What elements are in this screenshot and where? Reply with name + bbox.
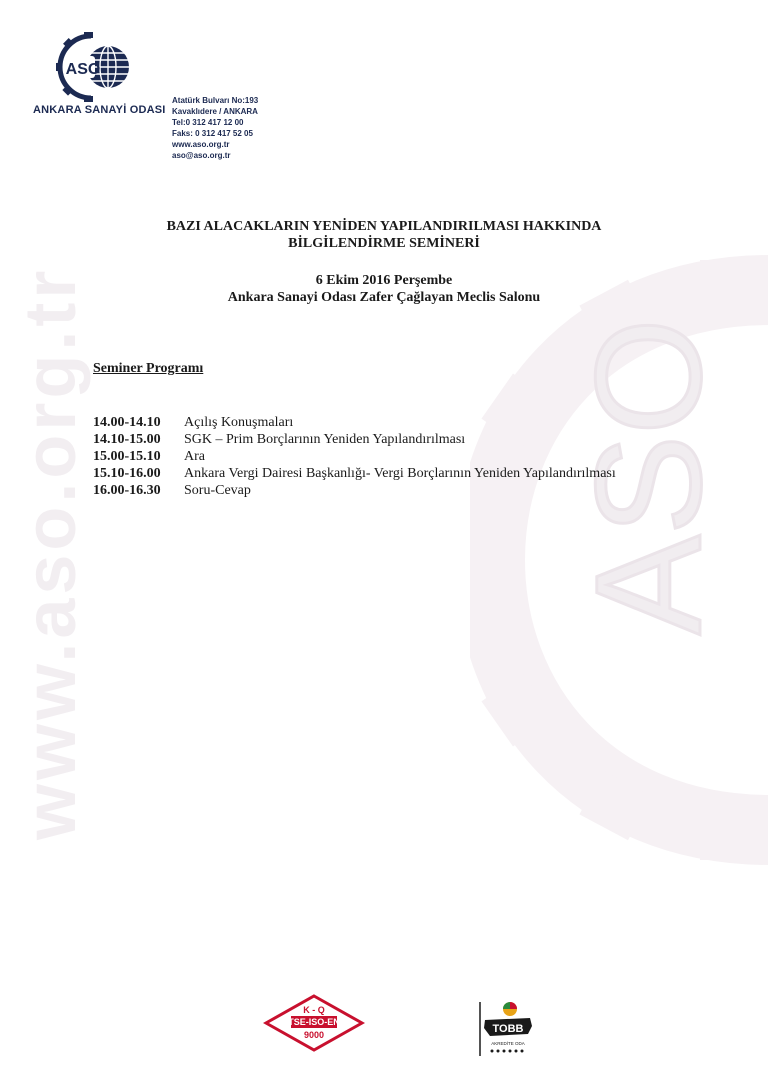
schedule-event: Açılış Konuşmaları — [184, 415, 294, 430]
program-heading: Seminer Programı — [93, 361, 204, 376]
schedule-time: 14.10-15.00 — [93, 432, 161, 447]
logo-aso-letters: ASO — [65, 61, 101, 78]
schedule-row — [93, 482, 616, 499]
schedule-time: 15.00-15.10 — [93, 449, 161, 464]
seminar-date-venue — [0, 272, 768, 306]
tobb-label: TOBB — [492, 1023, 524, 1035]
contact-address-block — [172, 95, 258, 161]
program-schedule — [93, 414, 616, 499]
schedule-row — [93, 431, 616, 448]
seminar-title — [0, 218, 768, 252]
email-line: aso@aso.org.tr — [172, 151, 231, 160]
schedule-row — [93, 465, 616, 482]
schedule-time: 16.00-16.30 — [93, 483, 161, 498]
tobb-subtitle: AKREDİTE ODA — [491, 1041, 525, 1046]
address-line: Kavaklıdere / ANKARA — [172, 107, 258, 116]
kq-line-3: 9000 — [303, 1030, 325, 1040]
seminar-date: 6 Ekim 2016 Perşembe — [315, 273, 453, 288]
schedule-time: 14.00-14.10 — [93, 415, 161, 430]
schedule-time: 15.10-16.00 — [93, 466, 161, 481]
kq-tse-iso-badge — [263, 994, 365, 1052]
address-line: Atatürk Bulvarı No:193 — [172, 96, 259, 105]
title-line: BİLGİLENDİRME SEMİNERİ — [288, 236, 480, 251]
organization-name: ANKARA SANAYİ ODASI — [33, 104, 166, 116]
kq-line-2: TSE-ISO-EN — [288, 1017, 340, 1027]
aso-gear-globe-logo — [56, 32, 130, 102]
schedule-row — [93, 448, 616, 465]
watermark-gear-logo — [470, 250, 768, 870]
kq-line-1: K - Q — [303, 1005, 325, 1015]
seminar-venue: Ankara Sanayi Odası Zafer Çağlayan Meclis Salonu — [227, 290, 541, 305]
watermark-aso-letters: ASO — [564, 318, 732, 635]
website-line: www.aso.org.tr — [172, 140, 230, 149]
schedule-event: SGK – Prim Borçlarının Yeniden Yapılandırılması — [184, 432, 466, 447]
schedule-event: Ankara Vergi Dairesi Başkanlığı- Vergi Borçlarının Yeniden Yapılandırılması — [184, 466, 616, 481]
phone-line: Tel:0 312 417 12 00 — [172, 118, 244, 127]
fax-line: Faks: 0 312 417 52 05 — [172, 129, 253, 138]
schedule-event: Soru-Cevap — [184, 483, 251, 498]
title-line: BAZI ALACAKLARIN YENİDEN YAPILANDIRILMASI HAKKINDA — [166, 219, 602, 234]
tobb-accredited-badge — [478, 1000, 538, 1058]
schedule-event: Ara — [184, 449, 205, 464]
schedule-row — [93, 414, 616, 431]
